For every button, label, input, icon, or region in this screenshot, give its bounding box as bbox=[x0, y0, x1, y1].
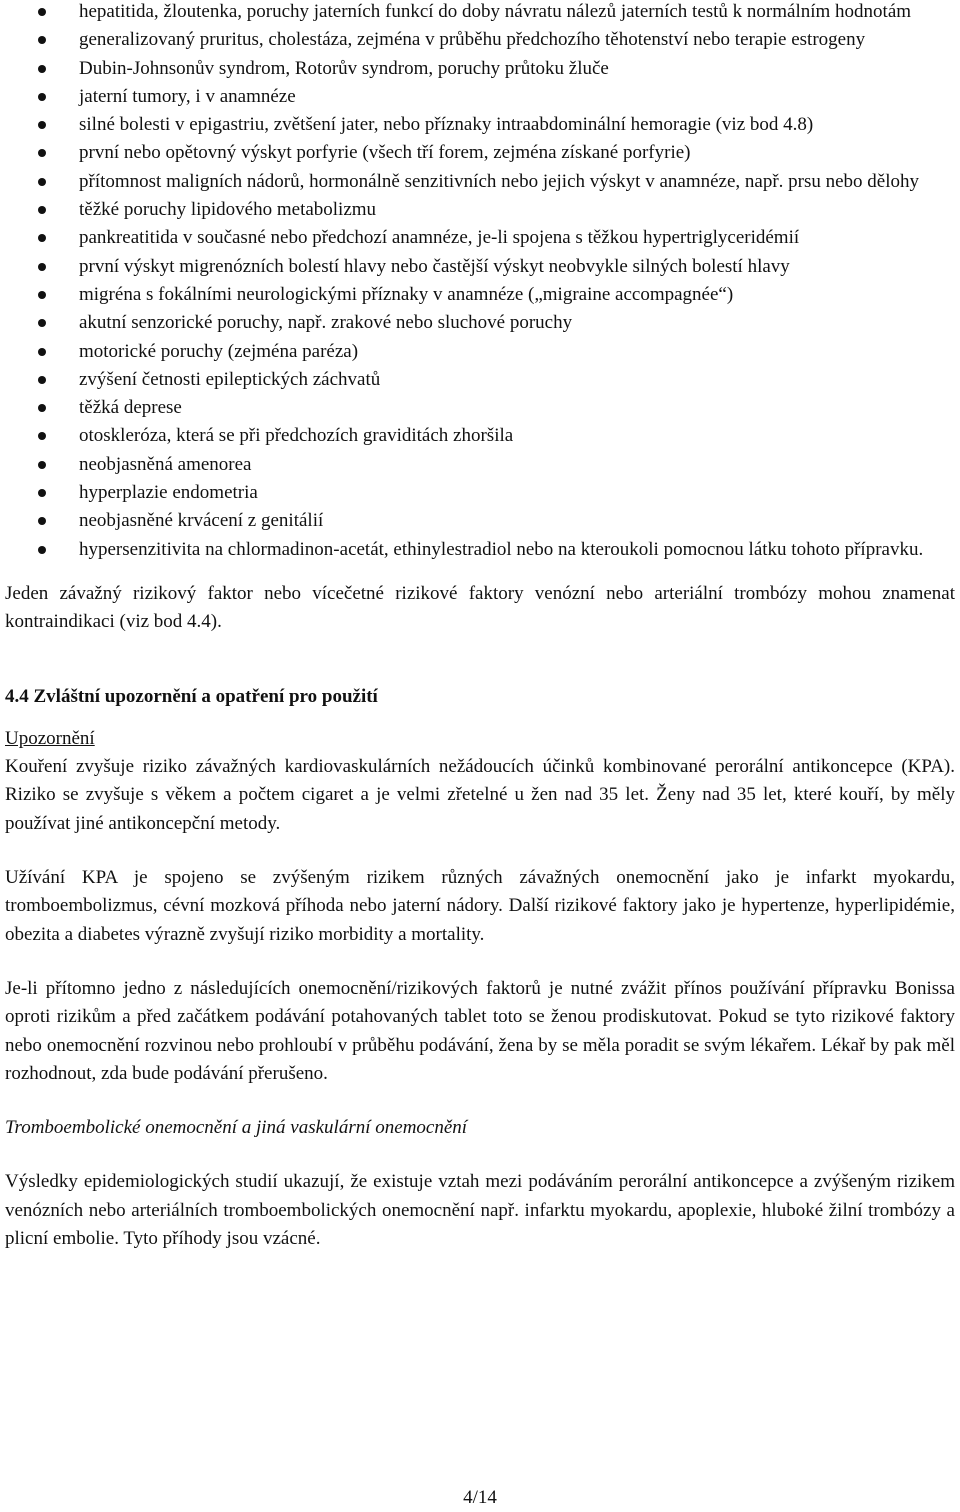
contraindication-item: neobjasněná amenorea bbox=[5, 451, 955, 479]
warnings-paragraph-risk-factors: Je-li přítomno jedno z následujících onemocnění/rizikových faktorů je nutné zvážit přínos používání přípravku Bonissa oproti rizikům a před začátkem podávání potahovaných tablet toto se ženou prodiskutovat. Pokud se tyto rizikové faktory nebo onemocnění rozvinou nebo prohloubí v průběhu podávání, žena by se měla poradit se svým lékařem. Lékař by pak měl rozhodnout, zda bude podávání přerušeno. bbox=[5, 977, 955, 1084]
thromboembolic-paragraph: Výsledky epidemiologických studií ukazují, že existuje vztah mezi podáváním perorální antikoncepce a zvýšeným rizikem venózních nebo arteriálních tromboembolických onemocnění např. infarktu myokardu, apoplexie, hluboké žilní trombózy a plicní embolie. Tyto příhody jsou vzácné. bbox=[5, 1171, 955, 1249]
document-content bbox=[5, 0, 955, 1253]
contraindication-item: hyperplazie endometria bbox=[5, 479, 955, 507]
contraindication-item: generalizovaný pruritus, cholestáza, zejména v průběhu předchozího těhotenství nebo terapie estrogeny bbox=[5, 26, 955, 54]
contraindication-item: motorické poruchy (zejména paréza) bbox=[5, 338, 955, 366]
contraindication-item: migréna s fokálními neurologickými příznaky v anamnéze („migraine accompagnée“) bbox=[5, 281, 955, 309]
contraindication-item: jaterní tumory, i v anamnéze bbox=[5, 83, 955, 111]
contraindication-item: Dubin-Johnsonův syndrom, Rotorův syndrom, poruchy průtoku žluče bbox=[5, 55, 955, 83]
contraindication-item: hypersenzitivita na chlormadinon-acetát, ethinylestradiol nebo na kteroukoli pomocnou látku tohoto přípravku. bbox=[5, 536, 955, 564]
contraindication-item: těžká deprese bbox=[5, 394, 955, 422]
contraindication-item: zvýšení četnosti epileptických záchvatů bbox=[5, 366, 955, 394]
risk-factor-paragraph: Jeden závažný rizikový faktor nebo vícečetné rizikové faktory venózní nebo arteriální trombózy mohou znamenat kontraindikaci (viz bod 4.4). bbox=[5, 582, 955, 633]
warnings-paragraph-kpa-risk: Užívání KPA je spojeno se zvýšeným rizikem různých závažných onemocnění jako je infarkt myokardu, tromboembolizmus, cévní mozková příhoda nebo jaterní nádory. Další rizikové faktory jako je hypertenze, hyperlipidémie, obezita a diabetes výrazně zvyšují riziko morbidity a mortality. bbox=[5, 867, 955, 945]
contraindication-item: silné bolesti v epigastriu, zvětšení jater, nebo příznaky intraabdominální hemoragie (viz bod 4.8) bbox=[5, 111, 955, 139]
contraindication-item: neobjasněné krvácení z genitálií bbox=[5, 507, 955, 535]
contraindication-item: přítomnost maligních nádorů, hormonálně senzitivních nebo jejich výskyt v anamnéze, např. prsu nebo dělohy bbox=[5, 168, 955, 196]
contraindication-item: první nebo opětovný výskyt porfyrie (všech tří forem, zejména získané porfyrie) bbox=[5, 139, 955, 167]
contraindication-item: otoskleróza, která se při předchozích graviditách zhoršila bbox=[5, 422, 955, 450]
warnings-paragraph-smoking: Kouření zvyšuje riziko závažných kardiovaskulárních nežádoucích účinků kombinované perorální antikoncepce (KPA). Riziko se zvyšuje s věkem a počtem cigaret a je velmi zřetelné u žen nad 35 let. Ženy nad 35 let, které kouří, by měly používat jiné antikoncepční metody. bbox=[5, 756, 955, 834]
contraindication-item: první výskyt migrenózních bolestí hlavy nebo častější výskyt neobvykle silných bolestí hlavy bbox=[5, 253, 955, 281]
page-number: 4/14 bbox=[463, 1487, 497, 1508]
contraindications-list bbox=[5, 0, 955, 564]
contraindication-item: těžké poruchy lipidového metabolizmu bbox=[5, 196, 955, 224]
contraindication-item: hepatitida, žloutenka, poruchy jaterních funkcí do doby návratu nálezů jaterních testů k normálním hodnotám bbox=[5, 0, 955, 26]
contraindication-item: pankreatitida v současné nebo předchozí anamnéze, je-li spojena s těžkou hypertriglyceridémií bbox=[5, 224, 955, 252]
thromboembolic-subheading: Tromboembolické onemocnění a jiná vaskulární onemocnění bbox=[5, 1117, 468, 1139]
warnings-subheading: Upozornění bbox=[5, 727, 95, 749]
contraindication-item: akutní senzorické poruchy, např. zrakové nebo sluchové poruchy bbox=[5, 309, 955, 337]
section-heading: 4.4 Zvláštní upozornění a opatření pro použití bbox=[5, 685, 378, 707]
